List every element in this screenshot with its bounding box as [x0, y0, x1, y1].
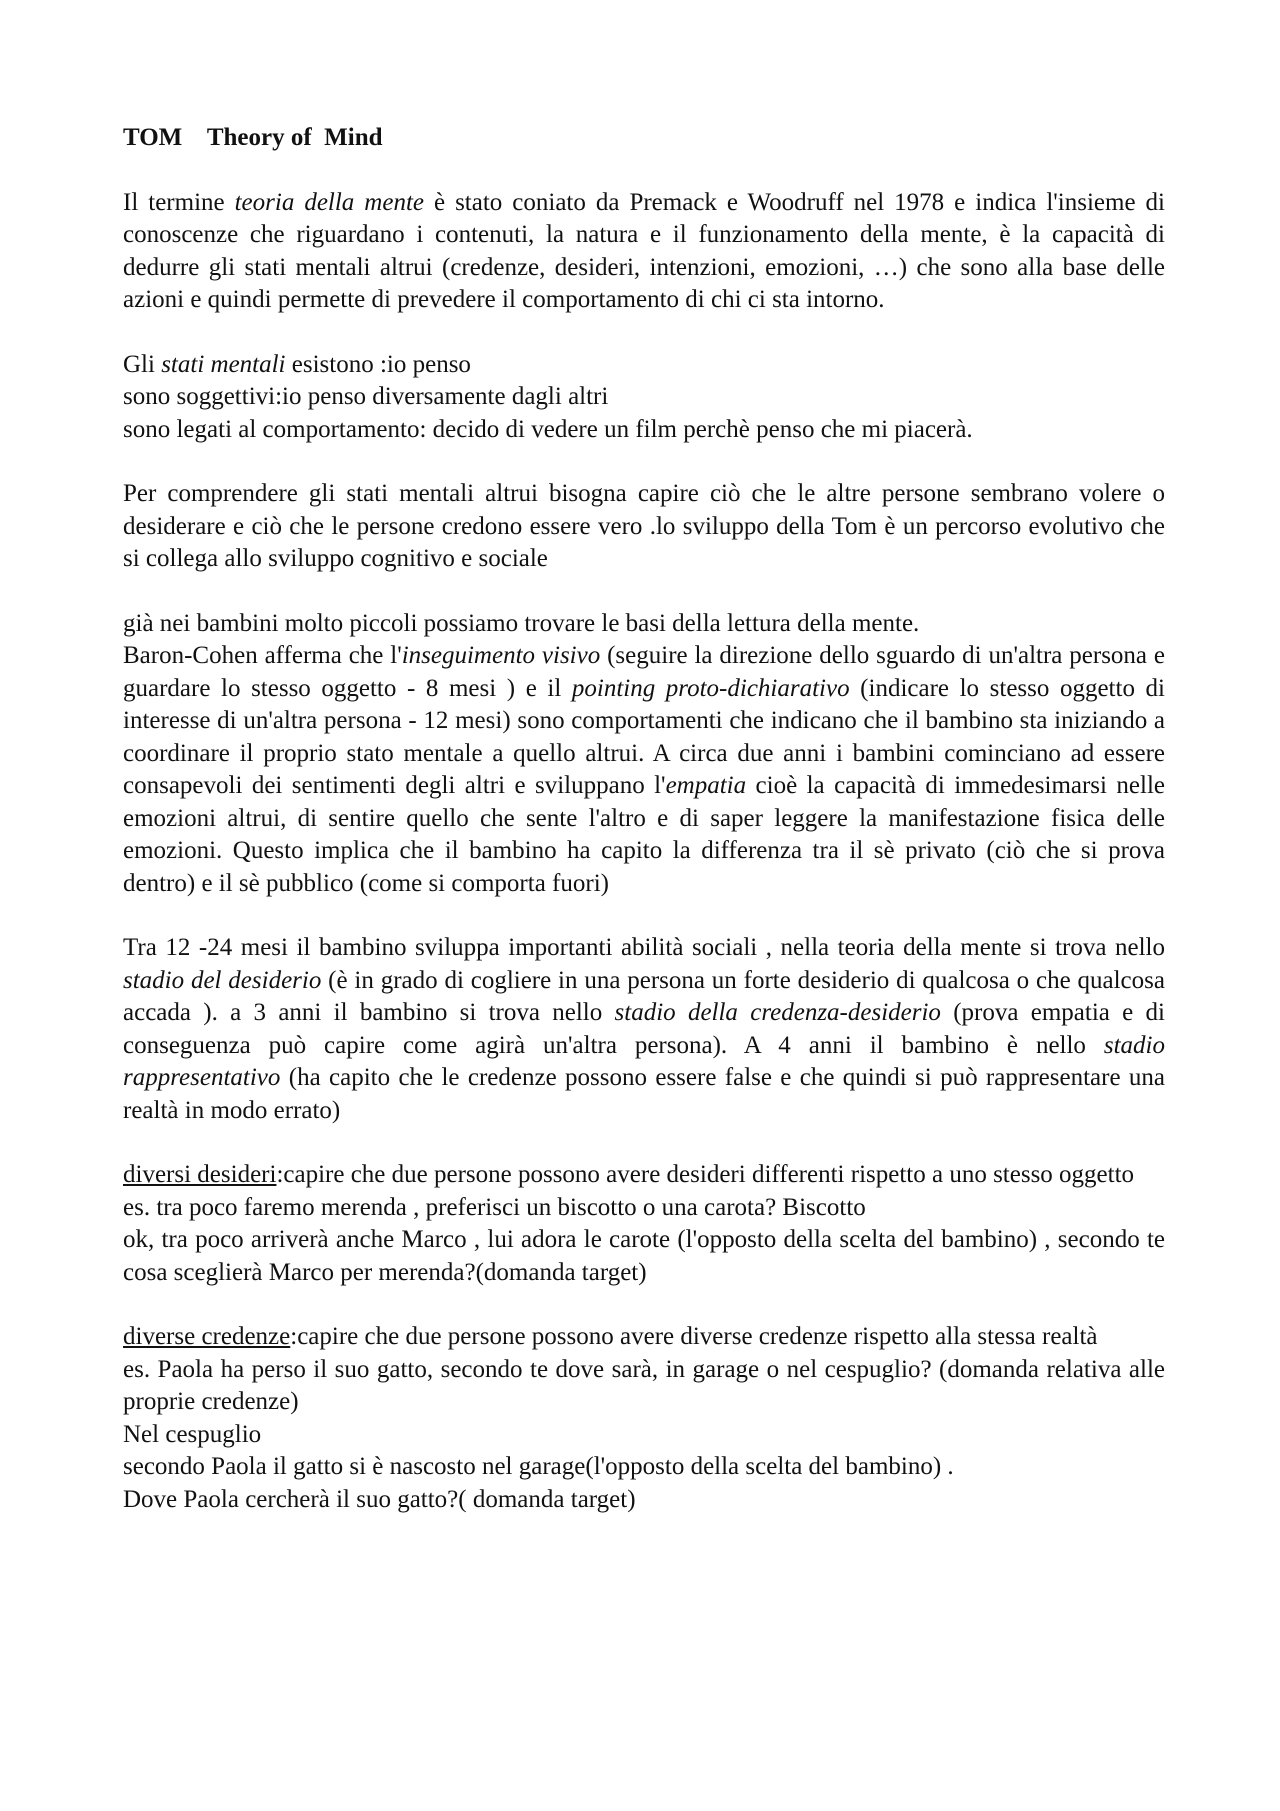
italic-term: inseguimento visivo [401, 642, 601, 669]
italic-term: pointing proto-dichiarativo [571, 674, 850, 702]
text: cioè la capacità di immedesimarsi nelle emozioni altrui, di sentire quello che sente l'altro e di saper leggere la manifestazione fisica delle emozioni. Questo implica che il bambino ha capito la differenza tra il sè privato (ciò che si prova dentro) e il sè pubblico (come si comporta fuori) [123, 772, 1165, 897]
paragraph-understanding: Per comprendere gli stati mentali altrui bisogna capire ciò che le altre persone sembrano volere o desiderare e ciò che le persone credono essere vero .lo sviluppo della Tom è un percorso evolutivo che si collega allo sviluppo cognitivo e sociale [123, 480, 1165, 572]
paragraph-stages [123, 932, 1165, 1127]
text: Tra 12 -24 mesi il bambino sviluppa importanti abilità sociali , nella teoria della mente si trova nello [123, 934, 1165, 961]
document-title: TOM Theory of Mind [123, 124, 383, 151]
paragraph-early-childhood [123, 608, 1165, 901]
text: è stato coniato da Premack e Woodruff nel 1978 e indica l'insieme di conoscenze che riguardano i contenuti, la natura e il funzionamento della mente, è la capacità di dedurre gli stati mentali altrui (credenze, desideri, intenzioni, emozioni, …) che sono alla base delle azioni e quindi permette di prevedere il comportamento di chi ci sta intorno. [123, 188, 1165, 313]
line: es. tra poco faremo merenda , preferisci un biscotto o una carota? Biscotto [123, 1193, 866, 1221]
justified-block: es. Paola ha perso il suo gatto, secondo te dove sarà, in garage o nel cespuglio? (domanda relativa alle proprie credenze) [123, 1355, 1165, 1415]
underlined-term: diverse credenze [123, 1323, 291, 1350]
line: Dove Paola cercherà il suo gatto?( domanda target) [123, 1485, 636, 1513]
text: (è in grado di cogliere in una persona un forte desiderio di qualcosa o che qualcosa accada ). a 3 anni il bambino si trova nello [123, 966, 1165, 1026]
line: secondo Paola il gatto si è nascosto nel garage(l'opposto della scelta del bambino) . [123, 1453, 954, 1480]
text: :capire che due persone possono avere diverse credenze rispetto alla stessa realtà [290, 1323, 1098, 1350]
italic-term: stadio rappresentativo [123, 1031, 1165, 1091]
italic-term: stadio della credenza-desiderio [614, 999, 941, 1026]
text: Baron-Cohen afferma che l' [123, 642, 402, 669]
paragraph-mental-states [123, 349, 1165, 447]
italic-term: stadio del desiderio [123, 966, 322, 994]
document-page [123, 122, 1165, 1548]
text: esistono :io penso [285, 350, 471, 378]
text: Gli [123, 350, 162, 378]
text: :capire che due persone possono avere desideri differenti rispetto a uno stesso oggetto [276, 1161, 1135, 1188]
italic-term: empatia [665, 772, 747, 799]
text: Il termine [123, 188, 235, 216]
paragraph-different-beliefs [123, 1321, 1165, 1516]
justified-block [123, 640, 1165, 900]
underlined-term: diversi desideri [123, 1161, 277, 1188]
italic-term: stati mentali [161, 350, 286, 378]
justified-block [123, 1321, 1165, 1354]
text: (prova empatia e di conseguenza può capire come agirà un'altra persona). A 4 anni il bambino è nello [123, 999, 1166, 1059]
line: sono legati al comportamento: decido di vedere un film perchè penso che mi piacerà. [123, 415, 973, 443]
text: (seguire la direzione dello sguardo di un'altra persona e guardare lo stesso oggetto - 8 mesi ) e il [123, 642, 1165, 702]
paragraph-different-desires [123, 1159, 1165, 1289]
text: (ha capito che le credenze possono essere false e che quindi si può rappresentare una realtà in modo errato) [123, 1064, 1165, 1124]
paragraph-definition [123, 187, 1165, 317]
line: Nel cespuglio [123, 1420, 262, 1448]
line: sono soggettivi:io penso diversamente dagli altri [123, 383, 609, 410]
line [123, 349, 1165, 382]
justified-block: ok, tra poco arriverà anche Marco , lui adora le carote (l'opposto della scelta del bambino) , secondo te cosa sceglierà Marco per merenda?(domanda target) [123, 1226, 1165, 1286]
justified-block [123, 1159, 1165, 1192]
text: (indicare lo stesso oggetto di interesse di un'altra persona - 12 mesi) sono comportamenti che indicano che il bambino sta iniziando a coordinare il proprio stato mentale a quello altrui. A circa due anni i bambini cominciano ad essere consapevoli dei sentimenti degli altri e sviluppano l' [123, 674, 1165, 799]
line: già nei bambini molto piccoli possiamo trovare le basi della lettura della mente. [123, 609, 920, 637]
italic-term: teoria della mente [234, 188, 424, 216]
